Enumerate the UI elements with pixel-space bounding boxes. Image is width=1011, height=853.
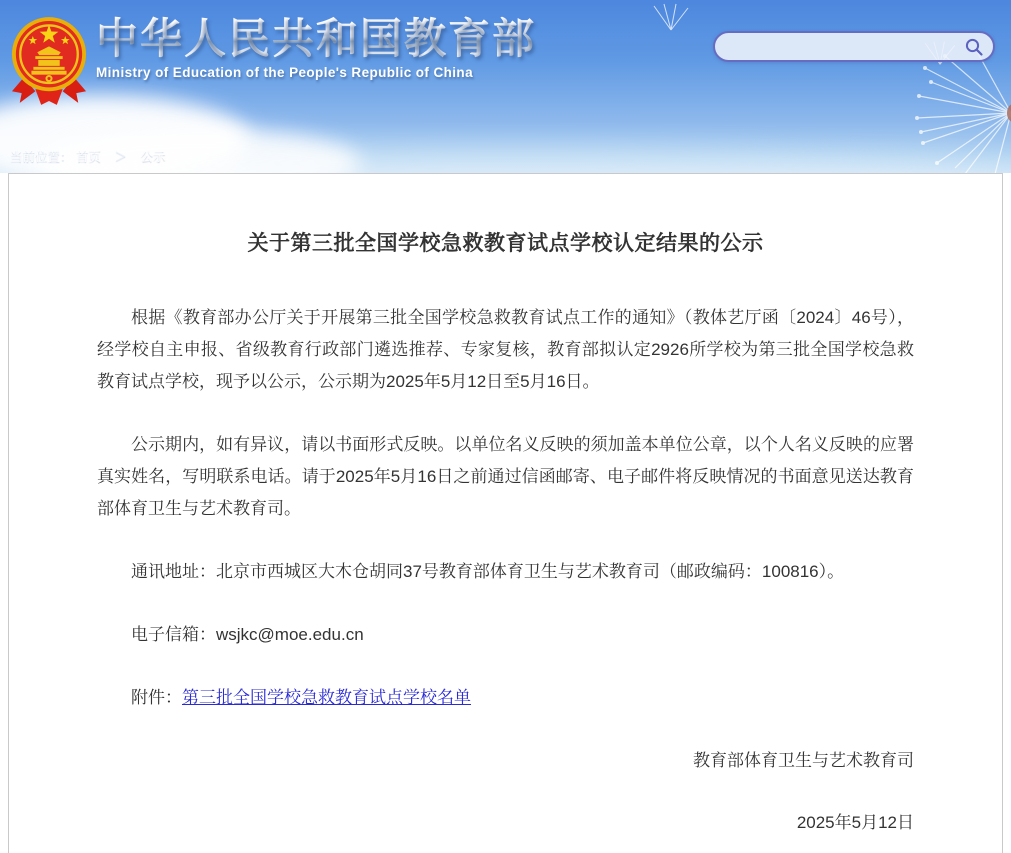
breadcrumb-location-label: 当前位置：	[10, 150, 73, 164]
breadcrumb-item-gongshi[interactable]: 公示	[140, 150, 166, 164]
site-title: 中华人民共和国教育部	[96, 15, 537, 62]
attachment-link[interactable]: 第三批全国学校急救教育试点学校名单	[182, 688, 471, 707]
seed-decoration	[648, 2, 694, 32]
attachment-line	[97, 682, 914, 714]
article-paragraph-1: 根据《教育部办公厅关于开展第三批全国学校急救教育试点工作的通知》（教体艺厅函〔2024〕46号），经学校自主申报、省级教育行政部门遴选推荐、专家复核，教育部拟认定2926所学校为第三批全国学校急救教育试点学校，现予以公示，公示期为2025年5月12日至5月16日。	[97, 308, 914, 391]
site-header	[0, 0, 1011, 173]
search-input[interactable]	[729, 33, 961, 60]
national-emblem-logo	[10, 13, 88, 109]
search-icon	[964, 37, 984, 57]
search-button[interactable]	[961, 34, 987, 60]
article-title: 关于第三批全国学校急救教育试点学校认定结果的公示	[247, 232, 764, 255]
breadcrumb-item-home[interactable]: 首页	[76, 150, 102, 164]
breadcrumb	[10, 147, 166, 165]
signature-department: 教育部体育卫生与艺术教育司	[693, 751, 914, 770]
article-address-line: 通讯地址：北京市西城区大木仓胡同37号教育部体育卫生与艺术教育司（邮政编码：100816）。	[131, 562, 845, 581]
signature-date: 2025年5月12日	[796, 813, 914, 832]
site-title-block	[96, 16, 536, 80]
article-container	[8, 173, 1003, 853]
search-box[interactable]	[713, 31, 995, 62]
article-paragraph-2: 公示期内，如有异议，请以书面形式反映。以单位名义反映的须加盖本单位公章，以个人名义反映的应署真实姓名，写明联系电话。请于2025年5月16日之前通过信函邮寄、电子邮件将反映情况的书面意见送达教育部体育卫生与艺术教育司。	[97, 435, 914, 518]
breadcrumb-separator: ＞	[114, 150, 128, 164]
signature-block	[97, 745, 914, 839]
site-subtitle-en: Ministry of Education of the People's Republic of China	[96, 65, 473, 81]
attachment-label: 附件：	[131, 688, 182, 707]
article-email-line: 电子信箱：wsjkc@moe.edu.cn	[131, 625, 364, 644]
